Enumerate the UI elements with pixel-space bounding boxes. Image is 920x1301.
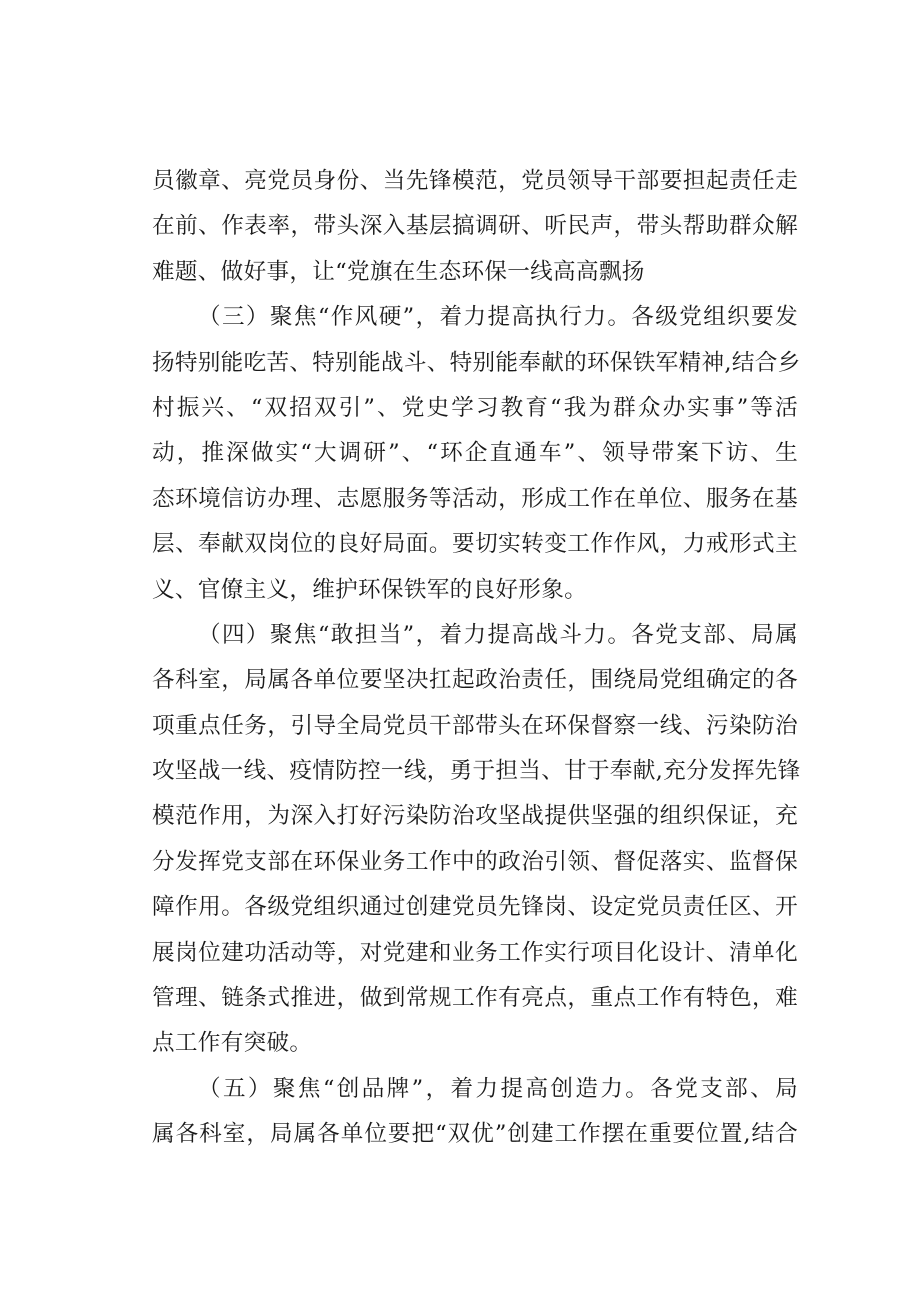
text-line: 村振兴、“双招双引”、党史学习教育“我为群众办实事”等活 [152, 394, 798, 421]
text-line: 各科室，局属各单位要坚决扛起政治责任，围绕局党组确定的各 [152, 667, 798, 694]
section-heading-line: （五）聚焦“创品牌”，着力提高创造力。各党支部、局 [198, 1075, 798, 1102]
text-line: 点工作有突破。 [152, 1030, 313, 1057]
text-line: 管理、链条式推进，做到常规工作有亮点，重点工作有特色，难 [152, 985, 798, 1012]
section-heading-line: （三）聚焦“作风硬”，着力提高执行力。各级党组织要发 [198, 304, 798, 331]
text-line: 在前、作表率，带头深入基层搞调研、听民声，带头帮助群众解 [152, 213, 798, 240]
text-line: 分发挥党支部在环保业务工作中的政治引领、督促落实、监督保 [152, 848, 798, 875]
text-line: 项重点任务，引导全局党员干部带头在环保督察一线、污染防治 [152, 712, 798, 739]
text-line: 员徽章、亮党员身份、当先锋模范，党员领导干部要担起责任走 [152, 168, 798, 194]
text-line: 态环境信访办理、志愿服务等活动，形成工作在单位、服务在基 [152, 485, 798, 512]
text-line: 属各科室，局属各单位要把“双优”创建工作摆在重要位置,结合 [152, 1121, 798, 1148]
text-line: 模范作用，为深入打好污染防治攻坚战提供坚强的组织保证，充 [152, 803, 798, 830]
text-line: 攻坚战一线、疫情防控一线，勇于担当、甘于奉献,充分发挥先锋 [152, 758, 801, 785]
text-line: 层、奉献双岗位的良好局面。要切实转变工作作风，力戒形式主 [152, 531, 798, 558]
text-line: 动，推深做实“大调研”、“环企直通车”、领导带案下访、生 [152, 440, 798, 467]
text-line: 义、官僚主义，维护环保铁军的良好形象。 [152, 576, 587, 603]
text-line: 展岗位建功活动等，对党建和业务工作实行项目化设计、清单化 [152, 939, 798, 966]
section-heading-line: （四）聚焦“敢担当”，着力提高战斗力。各党支部、局属 [198, 621, 798, 648]
body-text [152, 159, 801, 1158]
text-line: 扬特别能吃苦、特别能战斗、特别能奉献的环保铁军精神,结合乡 [152, 349, 801, 376]
text-line: 障作用。各级党组织通过创建党员先锋岗、设定党员责任区、开 [152, 894, 798, 921]
text-line: 难题、做好事，让“党旗在生态环保一线高高飘扬 [152, 258, 645, 285]
